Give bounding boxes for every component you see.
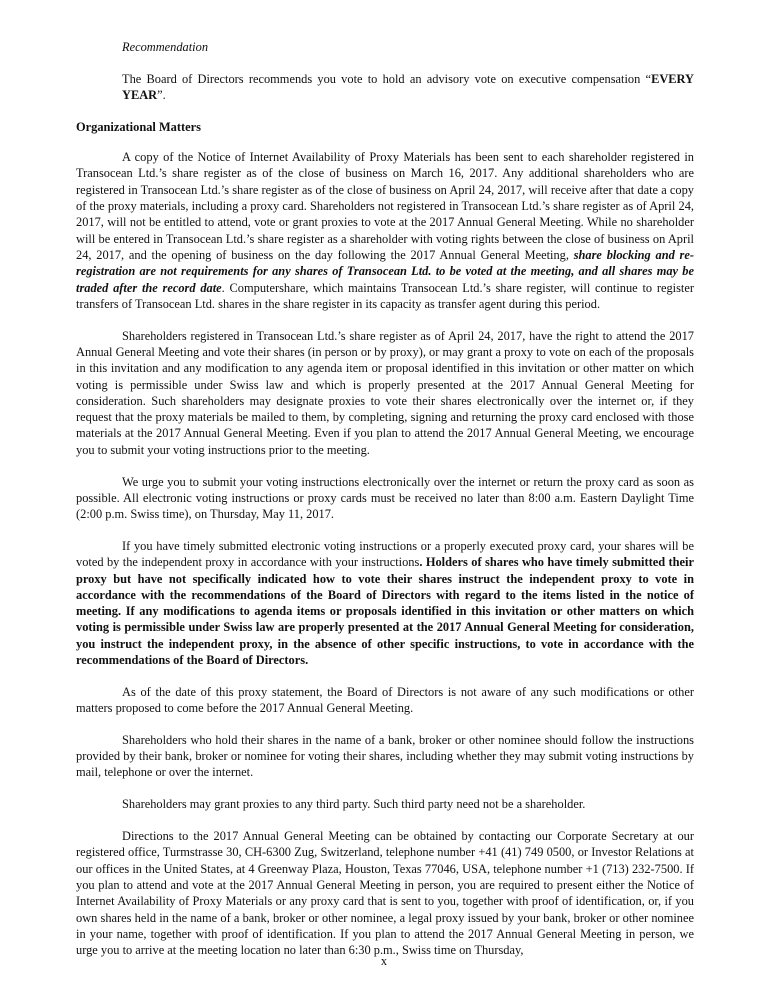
paragraph-voting-deadline <box>76 474 694 523</box>
recommendation-text <box>122 71 694 104</box>
text-run: If you have timely submitted electronic voting instructions or a properly executed proxy card, your shares will be voted by the independent proxy in accordance with your instructions <box>76 538 694 570</box>
recommendation-heading: Recommendation <box>122 40 209 54</box>
paragraph-nominee-holders <box>76 732 694 781</box>
emphasis-text: EVERY YEAR <box>122 71 694 103</box>
text-run: Shareholders registered in Transocean Ltd.’s share register as of April 24, 2017, have the right to attend the 2017 Annual General Meeting and vote their shares (in person or by proxy), or may grant a proxy to vote on each of the proposals in this invitation and any modification to any agenda item or proposal identified in this invitation or other matter on which voting is permissible under Swiss law and which is properly presented at the 2017 Annual General Meeting for consideration. Such shareholders may designate proxies to vote their shares electronically over the internet or, if they request that the proxy materials be mailed to them, by completing, signing and returning the proxy card enclosed with those materials at the 2017 Annual General Meeting. Even if you plan to attend the 2017 Annual General Meeting, we encourage you to submit your voting instructions prior to the meeting. <box>76 328 694 457</box>
text-run: The Board of Directors recommends you vote to hold an advisory vote on executive compensation “ <box>122 71 652 86</box>
document-page <box>76 39 694 974</box>
paragraph-independent-proxy <box>76 538 694 668</box>
paragraph-modifications <box>76 684 694 717</box>
paragraph-right-to-attend <box>76 328 694 458</box>
text-run: Shareholders may grant proxies to any third party. Such third party need not be a shareholder. <box>122 797 586 812</box>
text-run: We urge you to submit your voting instructions electronically over the internet or return the proxy card as soon as possible. All electronic voting instructions or proxy cards must be received no later than 8:00 a.m. Eastern Daylight Time (2:00 p.m. Swiss time), on Thursday, May 11, 2017. <box>76 474 694 522</box>
section-heading: Organizational Matters <box>76 119 201 134</box>
text-run: . Computershare, which maintains Transocean Ltd.’s share register, will continue to register transfers of Transocean Ltd. shares in the share register in its capacity as transfer agent during this period. <box>76 280 694 311</box>
text-run: Directions to the 2017 Annual General Meeting can be obtained by contacting our Corporate Secretary at our registered office, Turmstrasse 30, CH-6300 Zug, Switzerland, telephone number +41 (41) 749 0500, or Investor Relations at our offices in the United States, at 4 Greenway Plaza, Houston, Texas 77046, USA, telephone number +1 (713) 232-7500. If you plan to attend and vote at the 2017 Annual General Meeting in person, you are required to present either the Notice of Internet Availability of Proxy Materials or any proxy card that is sent to you, together with proof of identification, or, if you own shares held in the name of a bank, broker or other nominee, a legal proxy issued by your bank, broker or other nominee in your name, together with proof of identification. If you plan to attend the 2017 Annual General Meeting in person, we urge you to arrive at the meeting location no later than 6:30 p.m., Swiss time on Thursday, <box>76 829 694 958</box>
emphasis-text: . Holders of shares who have timely submitted their proxy but have not specifically indicated how to vote their shares instruct the independent proxy to vote in accordance with the recommendations of the Board of Directors with regard to the items listed in the notice of meeting. If any modifications to agenda items or proposals identified in this invitation or other matters on which voting is permissible under Swiss law are properly presented at the 2017 Annual General Meeting for consideration, you instruct the independent proxy, in the absence of other specific instructions, to vote in accordance with the recommendations of the Board of Directors. <box>76 555 694 667</box>
paragraph-share-register <box>76 149 694 312</box>
paragraph-directions <box>76 828 694 958</box>
emphasis-text: share blocking and re-registration are not requirements for any shares of Transocean Ltd. to be voted at the meeting, and all shares may be traded after the record date <box>76 247 694 295</box>
paragraph-third-party-proxies <box>76 796 694 812</box>
text-run: A copy of the Notice of Internet Availability of Proxy Materials has been sent to each shareholder registered in Transocean Ltd.’s share register as of the close of business on March 16, 2017. Any additional shareholders who are registered in Transocean Ltd.’s share register as of the close of business on April 24, 2017, will receive after that date a copy of the proxy materials, including a proxy card. Shareholders not registered in Transocean Ltd.’s share register as of April 24, 2017, will not be entitled to attend, vote or grant proxies to vote at the 2017 Annual General Meeting. While no shareholder will be entered in Transocean Ltd.’s share register as a shareholder with voting rights between the close of business on April 24, 2017, and the opening of business on the day following the 2017 Annual General Meeting, <box>76 150 694 262</box>
text-run: Shareholders who hold their shares in the name of a bank, broker or other nominee should follow the instructions provided by their bank, broker or nominee for voting their shares, including whether they may submit voting instructions by mail, telephone or over the internet. <box>76 732 694 780</box>
text-run: As of the date of this proxy statement, the Board of Directors is not aware of any such modifications or other matters proposed to come before the 2017 Annual General Meeting. <box>76 684 694 716</box>
page-number: x <box>380 954 388 968</box>
text-run: ”. <box>157 88 166 103</box>
